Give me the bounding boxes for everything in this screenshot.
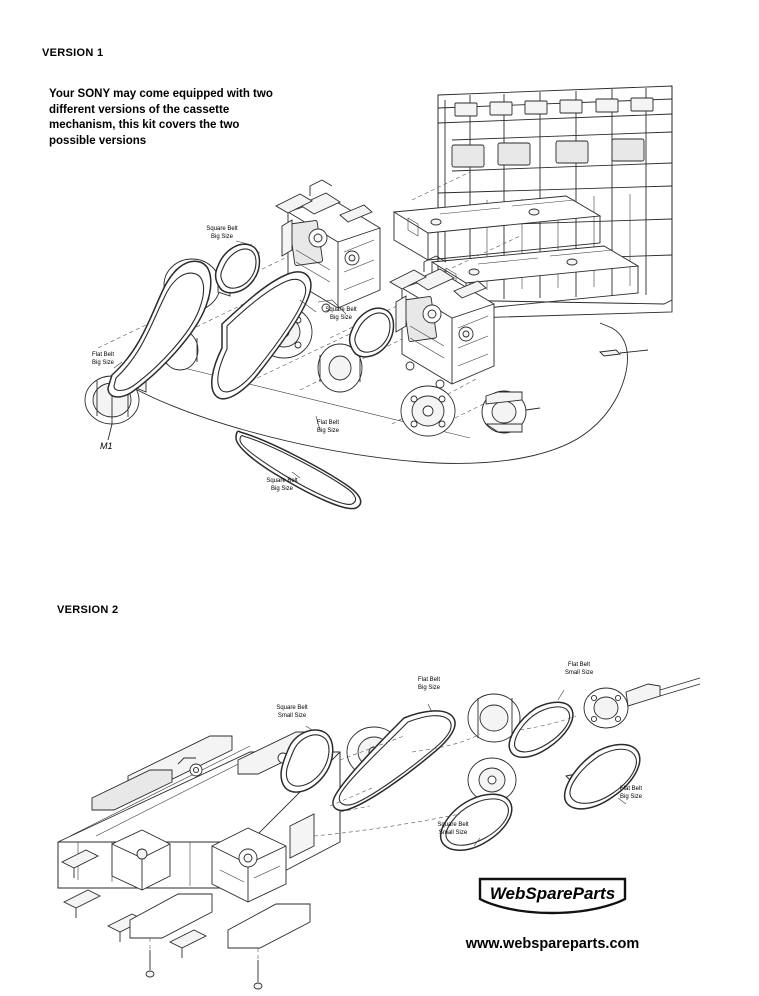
callout-v1-square-belt-big-1: Square Belt Big Size xyxy=(206,226,238,240)
callout-v2-square-belt-small-1: Square Belt Small Size xyxy=(276,705,308,719)
brand-website-url: www.webspareparts.com xyxy=(465,936,640,952)
callout-v1-square-belt-big-3: Square Belt Big Size xyxy=(266,478,298,492)
callout-v2-flat-belt-big-1: Flat Belt Big Size xyxy=(417,677,440,691)
brand-logo xyxy=(470,873,635,915)
brand-name: WebSpareParts xyxy=(489,884,616,903)
shaft-right xyxy=(600,350,648,356)
version-2-title: VERSION 2 xyxy=(57,604,119,616)
callout-v2-flat-belt-big-2: Flat Belt Big Size xyxy=(619,786,642,800)
motor-label-m1: M1 xyxy=(100,441,113,451)
callout-v1-square-belt-big-2: Square Belt Big Size xyxy=(325,307,357,321)
callout-v2-square-belt-small-2: Square Belt Small Size xyxy=(437,822,469,836)
callout-v2-flat-belt-small-1: Flat Belt Small Size xyxy=(564,662,594,676)
pulley-right-large xyxy=(401,386,455,436)
motor-v2-right xyxy=(584,678,700,728)
callout-v1-flat-belt-big-1: Flat Belt Big Size xyxy=(91,352,114,366)
version-1-title: VERSION 1 xyxy=(42,47,104,59)
version-note-text: Your SONY may come equipped with two different versions of the cassette mechanism, this kit covers the two possible versions xyxy=(49,88,273,147)
motor-right xyxy=(482,391,540,433)
callout-v1-flat-belt-big-2: Flat Belt Big Size xyxy=(316,420,339,434)
